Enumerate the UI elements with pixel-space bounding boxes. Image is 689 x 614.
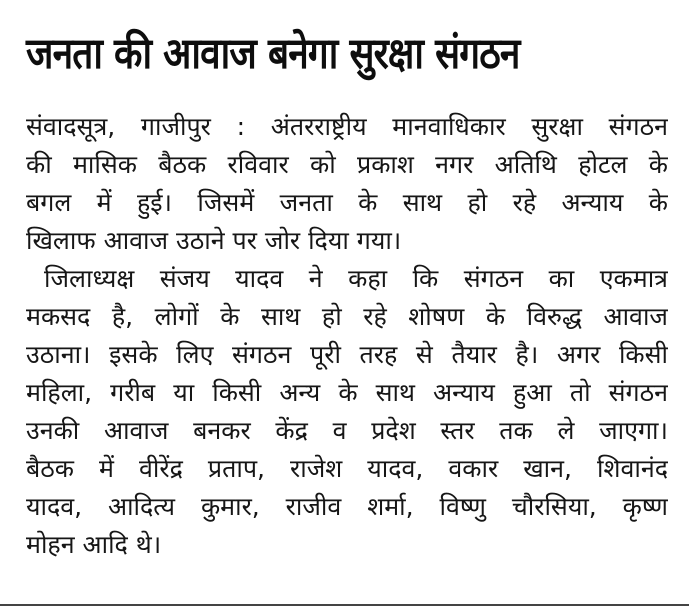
- paragraph-line: उनकी आवाज बनकर केंद्र व प्रदेश स्तर तक ले जाएगा।: [26, 416, 668, 445]
- paragraph-line: जिलाध्यक्ष संजय यादव ने कहा कि संगठन का एकमात्र: [44, 264, 668, 293]
- paragraph-line: मकसद है, लोगों के साथ हो रहे शोषण के विरुद्ध आवाज: [26, 302, 668, 331]
- paragraph-line: की मासिक बैठक रविवार को प्रकाश नगर अतिथि होटल के: [26, 150, 668, 179]
- article-paragraph-2: [26, 260, 668, 564]
- paragraph-line: खिलाफ आवाज उठाने पर जोर दिया गया।: [26, 226, 402, 255]
- paragraph-line: महिला, गरीब या किसी अन्य के साथ अन्याय हुआ तो संगठन: [26, 378, 668, 407]
- article-paragraph-1: [26, 108, 668, 260]
- paragraph-line: बगल में हुई। जिसमें जनता के साथ हो रहे अन्याय के: [26, 188, 668, 217]
- paragraph-line: संवादसूत्र, गाजीपुर : अंतरराष्ट्रीय मानवाधिकार सुरक्षा संगठन: [26, 112, 668, 141]
- bottom-divider: [0, 604, 689, 606]
- paragraph-line: उठाना। इसके लिए संगठन पूरी तरह से तैयार है। अगर किसी: [26, 340, 668, 369]
- paragraph-line: यादव, आदित्य कुमार, राजीव शर्मा, विष्णु चौरसिया, कृष्ण: [26, 492, 668, 521]
- paragraph-line: मोहन आदि थे।: [26, 530, 162, 559]
- paragraph-line: बैठक में वीरेंद्र प्रताप, राजेश यादव, वकार खान, शिवानंद: [26, 454, 668, 483]
- article-headline: जनता की आवाज बनेगा सुरक्षा संगठन: [26, 29, 520, 79]
